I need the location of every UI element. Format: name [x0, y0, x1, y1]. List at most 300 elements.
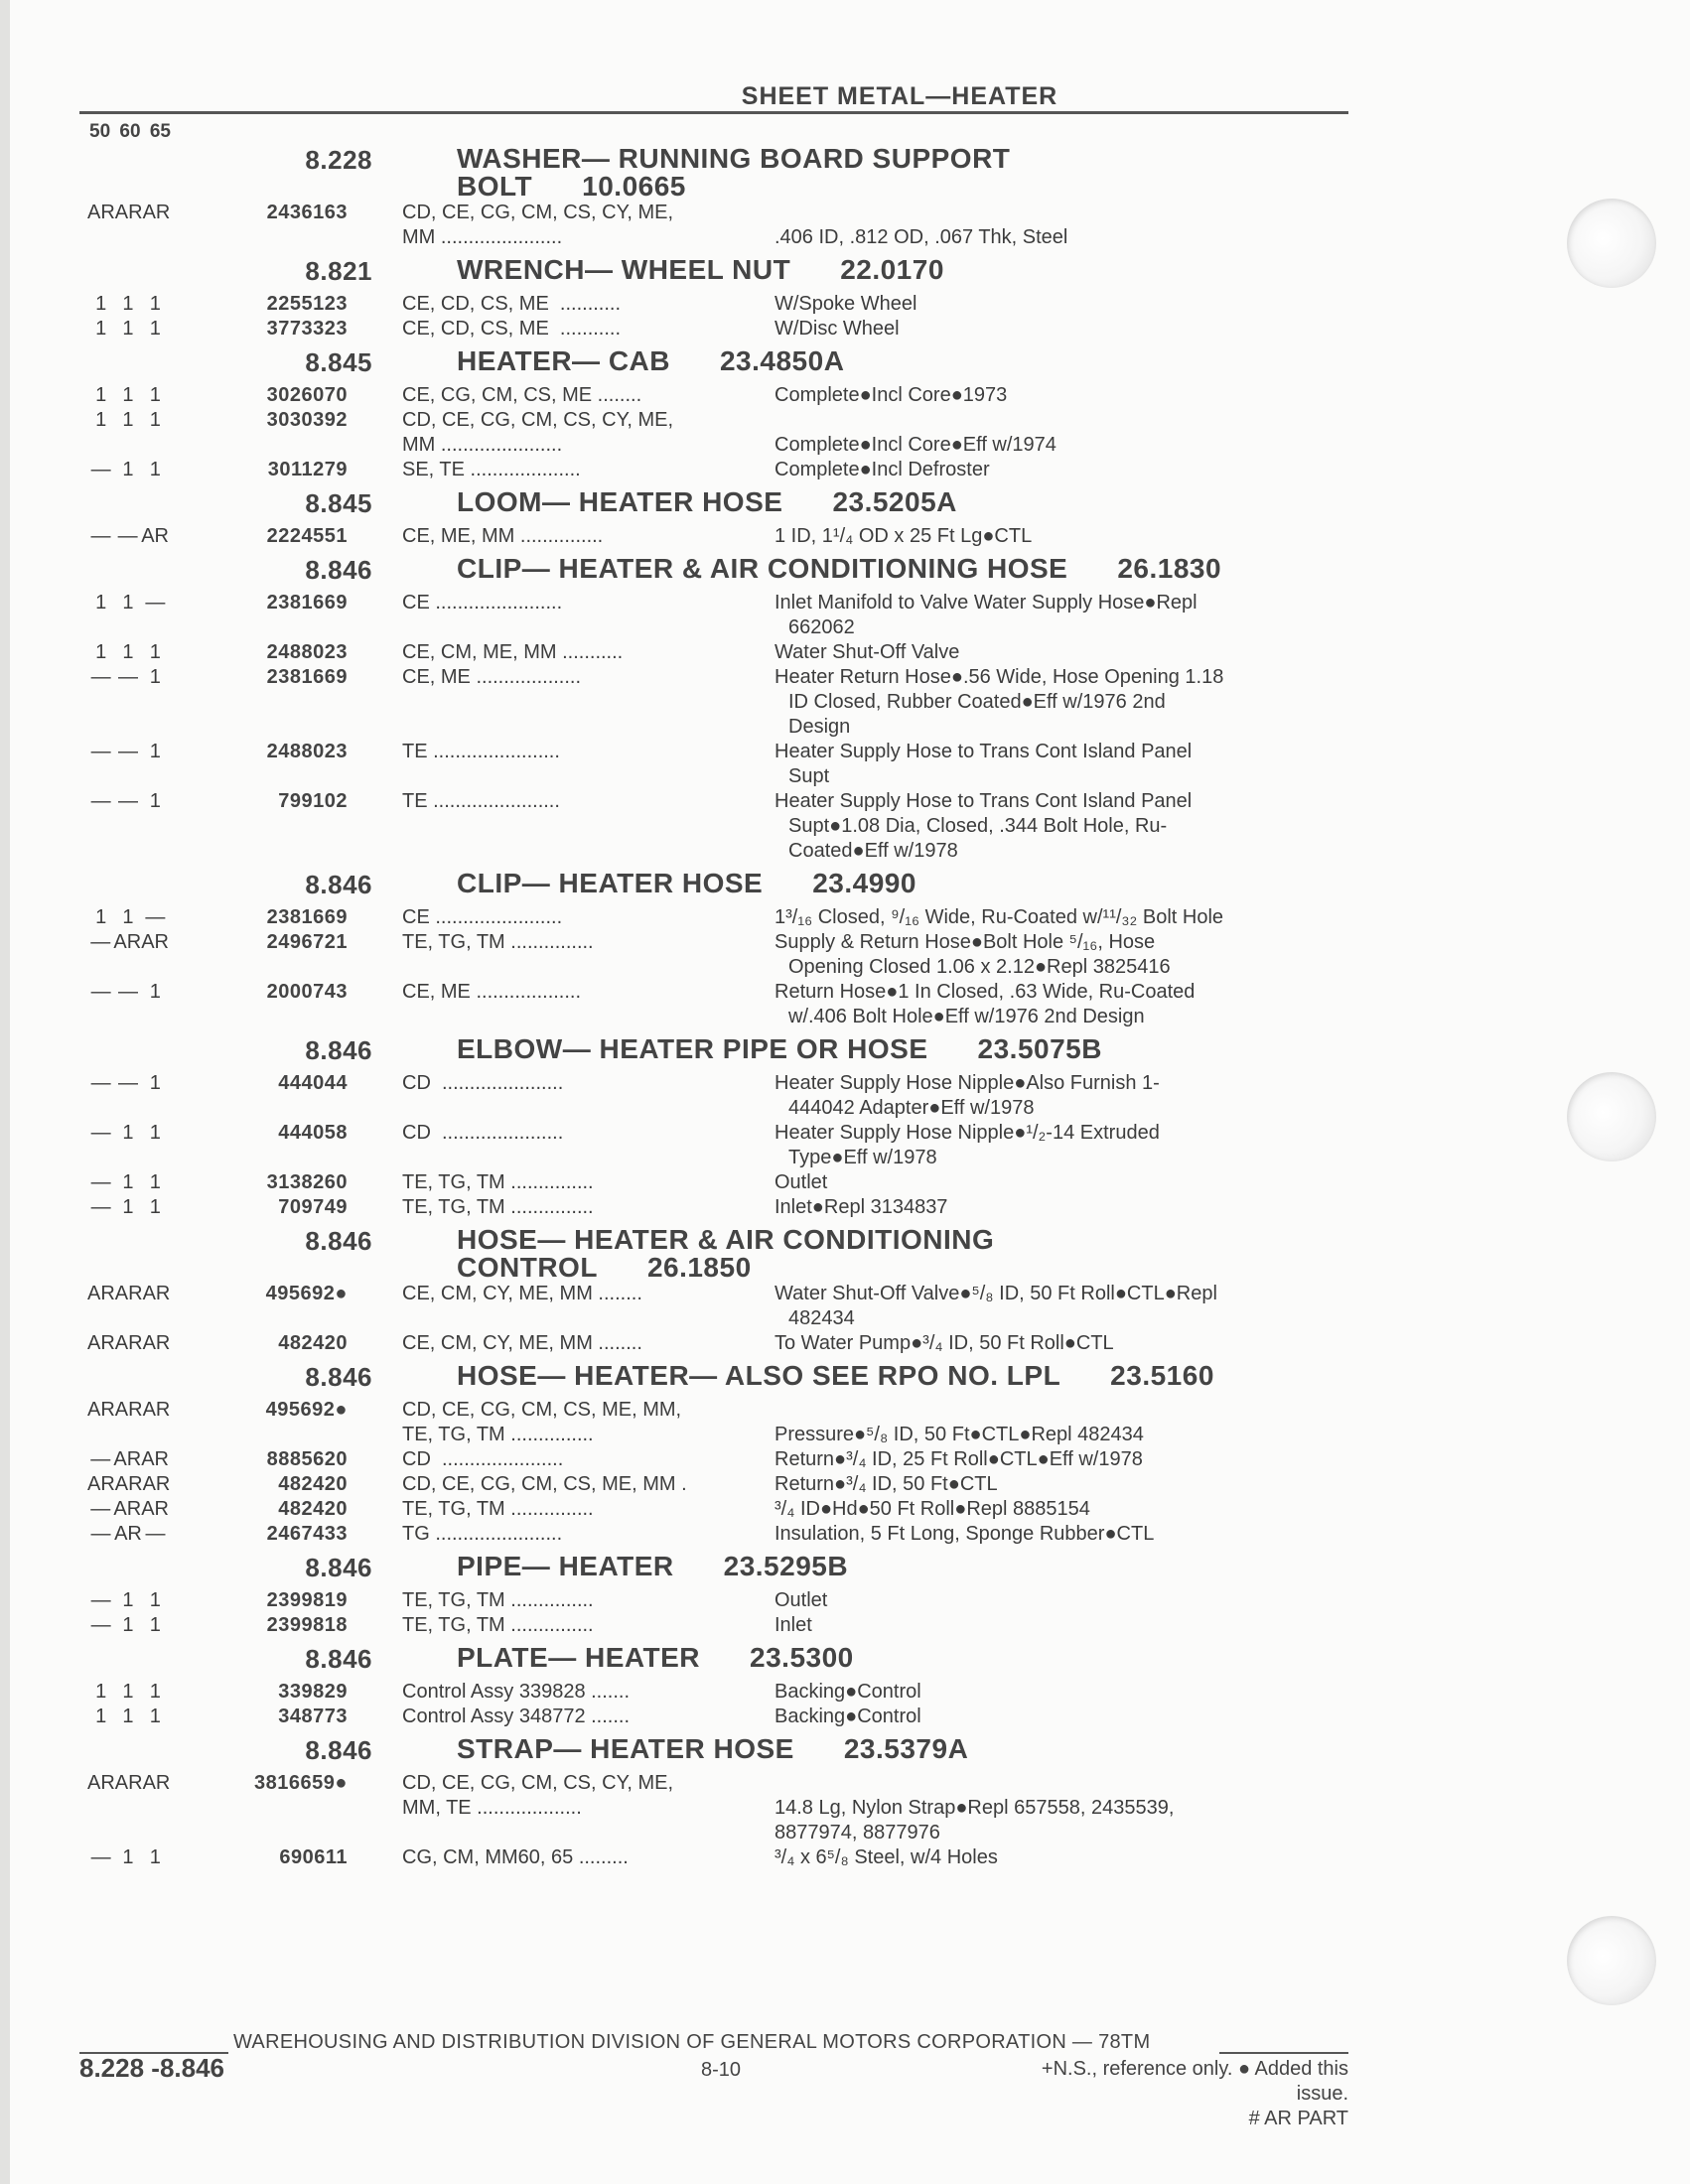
quantity-value: AR: [114, 1332, 143, 1354]
quantity-value: 1: [122, 384, 134, 406]
part-number: 2000743: [266, 981, 348, 1003]
description-line: ³/₄ ID●Hd●50 Ft Roll●Repl 8885154: [775, 1498, 1090, 1520]
part-row: [79, 905, 1355, 930]
footer-range: 8.228 -8.846: [79, 2053, 225, 2083]
quantity-columns: [79, 524, 169, 549]
quantity-value: AR: [87, 1332, 115, 1354]
part-description: [775, 1331, 1355, 1356]
application-line: Control Assy 339828 .......: [402, 1681, 631, 1703]
section-header: [79, 139, 1355, 201]
description-line: [775, 1771, 1355, 1796]
part-row: [79, 1447, 1355, 1472]
part-number: 3011279: [267, 459, 348, 480]
quantity-value: 1: [149, 666, 161, 688]
quantity-value: —: [117, 981, 138, 1003]
description-line: Complete●Incl Core●1973: [775, 384, 1008, 406]
section-ref-number: 23.5300: [750, 1642, 854, 1673]
section-code: 8.846: [305, 1735, 372, 1765]
quantity-columns: [79, 665, 169, 690]
section-title-line: [457, 145, 1355, 173]
quantity-value: 1: [149, 741, 161, 762]
part-description: [775, 317, 1355, 341]
part-row: [79, 1705, 1355, 1729]
quantity-value: —: [90, 1523, 111, 1545]
application-line: CD, CE, CG, CM, CS, CY, ME,: [402, 409, 673, 431]
part-row: [79, 1121, 1355, 1170]
part-number: 799102: [278, 790, 348, 812]
part-number: 2399818: [266, 1614, 348, 1636]
application-codes: [402, 740, 775, 764]
page-edge: [0, 0, 10, 2184]
quantity-columns: [79, 383, 169, 408]
section-title-line: [457, 555, 1355, 583]
section-ref-number: 23.4850A: [719, 345, 845, 376]
application-codes: [402, 1588, 775, 1613]
quantity-value: AR: [114, 1523, 142, 1545]
part-row: [79, 1170, 1355, 1195]
quantity-value: 1: [122, 293, 134, 315]
part-number: 2467433: [266, 1523, 348, 1545]
part-number: 2488023: [266, 741, 348, 762]
catalog-section: [79, 1220, 1355, 1356]
description-line: Heater Supply Hose to Trans Cont Island Panel: [775, 741, 1193, 762]
part-number: 2436163: [266, 202, 348, 223]
part-row: [79, 1845, 1355, 1870]
quantity-value: 1: [149, 1196, 161, 1218]
quantity-value: 1: [122, 1171, 134, 1193]
quantity-columns: [79, 1331, 169, 1356]
section-title: [457, 1226, 1355, 1282]
description-line: 444042 Adapter●Eff w/1978: [788, 1097, 1035, 1119]
quantity-columns: [79, 1121, 169, 1146]
quantity-columns: [79, 1447, 169, 1472]
quantity-value: AR: [141, 1498, 169, 1520]
quantity-value: AR: [114, 1772, 143, 1794]
catalog-section: [79, 1729, 1355, 1870]
part-description: [775, 789, 1355, 864]
catalog-section: [79, 549, 1355, 864]
quantity-value: —: [90, 1171, 111, 1193]
section-title-line: [457, 1362, 1355, 1390]
part-description: [775, 1071, 1355, 1121]
catalog-section: [79, 341, 1355, 482]
application-line: TE, TG, TM ...............: [402, 1589, 594, 1611]
application-line: TE, TG, TM ...............: [402, 1171, 594, 1193]
quantity-columns: [79, 1170, 169, 1195]
quantity-value: 1: [149, 1589, 161, 1611]
quantity-value: —: [90, 790, 111, 812]
quantity-columns: [79, 980, 169, 1005]
section-ref-number: 23.5379A: [843, 1733, 969, 1764]
quantity-value: —: [90, 1846, 111, 1868]
quantity-columns: [79, 1497, 169, 1522]
part-description: [775, 524, 1355, 549]
quantity-value: AR: [141, 525, 169, 547]
application-line: MM, TE ...................: [402, 1797, 582, 1819]
part-description: [775, 1845, 1355, 1870]
part-number: 482420: [278, 1332, 348, 1354]
quantity-value: —: [90, 1448, 111, 1470]
description-line: Complete●Incl Core●Eff w/1974: [775, 434, 1056, 456]
application-line: CD, CE, CG, CM, CS, CY, ME,: [402, 1772, 673, 1794]
section-code: 8.846: [305, 870, 372, 899]
quantity-value: AR: [87, 1772, 115, 1794]
application-line: CE .......................: [402, 906, 563, 928]
application-codes: [402, 1771, 775, 1821]
quantity-columns: [79, 1398, 169, 1423]
description-line: Backing●Control: [775, 1706, 921, 1727]
catalog-section: [79, 1029, 1355, 1220]
quantity-value: —: [90, 981, 111, 1003]
section-code: 8.846: [305, 1226, 372, 1256]
binder-hole: [1567, 1916, 1656, 2005]
section-name: CONTROL: [457, 1252, 598, 1283]
application-line: CE, CD, CS, ME ...........: [402, 318, 622, 340]
quantity-value: AR: [142, 1283, 171, 1304]
part-description: [775, 980, 1355, 1029]
quantity-value: AR: [113, 1498, 142, 1520]
quantity-value: —: [90, 1072, 111, 1094]
part-number: 2255123: [266, 293, 348, 315]
section-ref-number: 23.5205A: [832, 486, 957, 517]
part-description: [775, 1522, 1355, 1547]
application-codes: [402, 1071, 775, 1096]
quantity-columns: [79, 740, 169, 764]
part-row: [79, 524, 1355, 549]
quantity-value: 1: [122, 409, 134, 431]
part-number: 3773323: [266, 318, 348, 340]
part-number: 3816659●: [254, 1772, 348, 1794]
section-code: 8.846: [305, 1362, 372, 1392]
section-name: WASHER— RUNNING BOARD SUPPORT: [457, 143, 1011, 174]
quantity-value: —: [117, 525, 138, 547]
application-line: CE, ME ...................: [402, 981, 582, 1003]
application-codes: [402, 1845, 775, 1870]
quantity-columns: [79, 201, 169, 225]
section-header: [79, 482, 1355, 524]
application-codes: [402, 665, 775, 690]
application-line: CD, CE, CG, CM, CS, CY, ME,: [402, 202, 673, 223]
footer-note-ar: # AR PART: [1248, 2108, 1348, 2129]
quantity-value: AR: [113, 931, 142, 953]
quantity-value: —: [117, 741, 138, 762]
description-line: Backing●Control: [775, 1681, 921, 1703]
description-line: 1 ID, 1¹/₄ OD x 25 Ft Lg●CTL: [775, 525, 1033, 547]
section-name: HEATER— CAB: [457, 345, 670, 376]
part-row: [79, 789, 1355, 864]
quantity-columns: [79, 1705, 169, 1729]
application-line: CE, CM, CY, ME, MM ........: [402, 1332, 642, 1354]
catalog-section: [79, 1638, 1355, 1729]
application-codes: [402, 408, 775, 458]
application-line: CE, ME ...................: [402, 666, 582, 688]
quantity-value: 1: [95, 906, 107, 928]
description-line: ³/₄ x 6⁵/₈ Steel, w/4 Holes: [775, 1846, 998, 1868]
part-description: [775, 740, 1355, 789]
quantity-columns: [79, 1472, 169, 1497]
quantity-value: 1: [149, 318, 161, 340]
description-line: Water Shut-Off Valve: [775, 641, 960, 663]
section-title-line: [457, 347, 1355, 375]
quantity-value: AR: [113, 1448, 142, 1470]
section-title: [457, 256, 1355, 284]
section-title: [457, 347, 1355, 375]
part-number: 690611: [279, 1846, 348, 1868]
quantity-value: AR: [87, 1399, 115, 1421]
section-ref-number: 23.5075B: [977, 1033, 1102, 1064]
quantity-value: —: [90, 1614, 111, 1636]
quantity-value: 1: [95, 293, 107, 315]
quantity-value: 1: [122, 906, 134, 928]
part-number: 444058: [278, 1122, 348, 1144]
part-description: [775, 1680, 1355, 1705]
quantity-value: —: [90, 525, 111, 547]
part-row: [79, 1071, 1355, 1121]
part-number: 2496721: [266, 931, 348, 953]
description-line: Heater Supply Hose to Trans Cont Island Panel: [775, 790, 1193, 812]
application-codes: [402, 1497, 775, 1522]
section-title-line: [457, 1644, 1355, 1672]
application-codes: [402, 383, 775, 408]
description-line: [775, 1398, 1355, 1423]
description-line: 8877974, 8877976: [775, 1822, 940, 1843]
part-description: [775, 1170, 1355, 1195]
application-codes: [402, 1195, 775, 1220]
application-line: TE .......................: [402, 790, 560, 812]
part-number: 3026070: [266, 384, 348, 406]
quantity-value: —: [145, 906, 166, 928]
quantity-value: —: [90, 666, 111, 688]
section-header: [79, 250, 1355, 292]
footer-division: WAREHOUSING AND DISTRIBUTION DIVISION OF GENERAL MOTORS CORPORATION — 78TM: [233, 2031, 1151, 2053]
section-ref-number: 26.1830: [1117, 553, 1222, 584]
part-number: 348773: [278, 1706, 348, 1727]
quantity-columns: [79, 292, 169, 317]
part-row: [79, 740, 1355, 789]
section-title-line: [457, 1553, 1355, 1580]
part-row: [79, 980, 1355, 1029]
catalog-section: [79, 1547, 1355, 1638]
description-line: Supply & Return Hose●Bolt Hole ⁵/₁₆, Hose: [775, 931, 1156, 953]
section-name: PIPE— HEATER: [457, 1551, 674, 1581]
part-description: [775, 665, 1355, 740]
catalog-section: [79, 864, 1355, 1029]
quantity-value: AR: [87, 1283, 115, 1304]
footer-notes: [993, 2057, 1348, 2131]
quantity-value: 1: [122, 1122, 134, 1144]
application-codes: [402, 292, 775, 317]
application-line: TE, TG, TM ...............: [402, 1614, 594, 1636]
part-description: [775, 591, 1355, 640]
application-line: TG .......................: [402, 1523, 563, 1545]
part-description: [775, 383, 1355, 408]
part-number: 495692●: [265, 1399, 348, 1421]
quantity-value: 1: [95, 384, 107, 406]
application-line: CE .......................: [402, 592, 563, 614]
application-codes: [402, 1282, 775, 1306]
part-row: [79, 408, 1355, 458]
description-line: Inlet Manifold to Valve Water Supply Hose●Repl: [775, 592, 1197, 614]
application-line: MM ......................: [402, 226, 563, 248]
quantity-value: —: [90, 741, 111, 762]
quantity-value: —: [90, 931, 111, 953]
section-title-line: [457, 1735, 1355, 1763]
quantity-value: 1: [122, 318, 134, 340]
section-name: HOSE— HEATER— ALSO SEE RPO NO. LPL: [457, 1360, 1061, 1391]
section-title: [457, 1735, 1355, 1763]
description-line: [775, 201, 1355, 225]
part-number: 2488023: [266, 641, 348, 663]
description-line: Pressure●⁵/₈ ID, 50 Ft●CTL●Repl 482434: [775, 1424, 1144, 1445]
application-line: TE .......................: [402, 741, 560, 762]
application-line: Control Assy 348772 .......: [402, 1706, 631, 1727]
quantity-value: 1: [149, 1706, 161, 1727]
description-line: Return●³/₄ ID, 50 Ft●CTL: [775, 1473, 998, 1495]
section-title: [457, 1553, 1355, 1580]
section-code: 8.846: [305, 555, 372, 585]
part-row: [79, 1771, 1355, 1845]
description-line: ID Closed, Rubber Coated●Eff w/1976 2nd: [788, 691, 1166, 713]
quantity-value: 1: [95, 318, 107, 340]
part-description: [775, 640, 1355, 665]
section-code: 8.845: [305, 347, 372, 377]
quantity-columns: [79, 640, 169, 665]
part-row: [79, 1472, 1355, 1497]
quantity-value: AR: [142, 1332, 171, 1354]
application-line: TE, TG, TM ...............: [402, 1498, 594, 1520]
application-line: CD ......................: [402, 1448, 564, 1470]
quantity-columns: [79, 1771, 169, 1796]
quantity-value: AR: [141, 931, 169, 953]
description-line: w/.406 Bolt Hole●Eff w/1976 2nd Design: [788, 1006, 1145, 1027]
part-row: [79, 665, 1355, 740]
section-code: 8.846: [305, 1644, 372, 1674]
description-line: W/Spoke Wheel: [775, 293, 917, 315]
part-number: 2399819: [266, 1589, 348, 1611]
application-line: CE, ME, MM ...............: [402, 525, 604, 547]
section-code: 8.846: [305, 1553, 372, 1582]
catalog-section: [79, 1356, 1355, 1547]
application-line: TE, TG, TM ...............: [402, 931, 594, 953]
quantity-columns: [79, 930, 169, 955]
part-row: [79, 1331, 1355, 1356]
description-line: Return Hose●1 In Closed, .63 Wide, Ru-Coated: [775, 981, 1196, 1003]
description-line: 14.8 Lg, Nylon Strap●Repl 657558, 2435539,: [775, 1797, 1175, 1819]
part-row: [79, 458, 1355, 482]
quantity-value: AR: [141, 1448, 169, 1470]
application-codes: [402, 640, 775, 665]
application-codes: [402, 201, 775, 250]
part-number: 2381669: [266, 906, 348, 928]
section-header: [79, 1356, 1355, 1398]
section-title-line: [457, 870, 1355, 897]
quantity-value: —: [117, 1072, 138, 1094]
quantity-value: 1: [122, 1589, 134, 1611]
part-row: [79, 1613, 1355, 1638]
quantity-value: AR: [114, 1399, 143, 1421]
application-line: TE, TG, TM ...............: [402, 1196, 594, 1218]
application-codes: [402, 789, 775, 814]
section-header: [79, 864, 1355, 905]
section-title-line: [457, 488, 1355, 516]
description-line: Opening Closed 1.06 x 2.12●Repl 3825416: [788, 956, 1171, 978]
part-description: [775, 1705, 1355, 1729]
quantity-columns: [79, 1613, 169, 1638]
section-title: [457, 488, 1355, 516]
quantity-value: 1: [95, 1681, 107, 1703]
application-codes: [402, 905, 775, 930]
description-line: Coated●Eff w/1978: [788, 840, 958, 862]
footer-rule: [1219, 2052, 1348, 2054]
application-codes: [402, 1447, 775, 1472]
application-line: CD ......................: [402, 1122, 564, 1144]
quantity-columns: [79, 1071, 169, 1096]
quantity-value: 1: [122, 592, 134, 614]
part-description: [775, 1282, 1355, 1331]
application-codes: [402, 1522, 775, 1547]
part-row: [79, 1398, 1355, 1447]
part-number: 709749: [278, 1196, 348, 1218]
description-line: 482434: [788, 1307, 855, 1329]
description-line: W/Disc Wheel: [775, 318, 900, 340]
description-line: Outlet: [775, 1171, 828, 1193]
year-columns-header: 50 60 65: [89, 121, 171, 142]
part-description: [775, 930, 1355, 980]
section-name: HOSE— HEATER & AIR CONDITIONING: [457, 1224, 995, 1255]
application-codes: [402, 1121, 775, 1146]
quantity-value: 1: [149, 1846, 161, 1868]
section-header: [79, 1029, 1355, 1071]
application-line: CE, CG, CM, CS, ME ........: [402, 384, 642, 406]
section-header: [79, 1638, 1355, 1680]
part-row: [79, 1522, 1355, 1547]
part-row: [79, 383, 1355, 408]
quantity-value: AR: [142, 1399, 171, 1421]
section-ref-number: 26.1850: [646, 1252, 752, 1283]
quantity-value: 1: [149, 790, 161, 812]
binder-hole: [1567, 199, 1656, 288]
section-code: 8.845: [305, 488, 372, 518]
section-name: CLIP— HEATER HOSE: [457, 868, 764, 898]
description-line: Return●³/₄ ID, 25 Ft Roll●CTL●Eff w/1978: [775, 1448, 1143, 1470]
application-codes: [402, 1680, 775, 1705]
quantity-value: —: [117, 790, 138, 812]
section-name: ELBOW— HEATER PIPE OR HOSE: [457, 1033, 928, 1064]
quantity-columns: [79, 408, 169, 433]
quantity-columns: [79, 1522, 169, 1547]
part-row: [79, 1497, 1355, 1522]
section-name: CLIP— HEATER & AIR CONDITIONING HOSE: [457, 553, 1068, 584]
section-title: [457, 1644, 1355, 1672]
part-number: 2224551: [266, 525, 348, 547]
part-description: [775, 1497, 1355, 1522]
description-line: Heater Supply Hose Nipple●Also Furnish 1-: [775, 1072, 1160, 1094]
quantity-value: AR: [142, 1772, 171, 1794]
quantity-columns: [79, 591, 169, 615]
quantity-value: —: [145, 1523, 166, 1545]
section-title: [457, 1035, 1355, 1063]
part-description: [775, 458, 1355, 482]
part-description: [775, 905, 1355, 930]
application-codes: [402, 524, 775, 549]
section-ref-number: 23.5295B: [723, 1551, 849, 1581]
section-ref-number: 23.4990: [812, 868, 916, 898]
quantity-value: AR: [142, 202, 171, 223]
section-ref-number: 10.0665: [582, 171, 686, 202]
description-line: Supt●1.08 Dia, Closed, .344 Bolt Hole, Ru-: [788, 815, 1168, 837]
section-title-line: [457, 1035, 1355, 1063]
quantity-value: 1: [149, 409, 161, 431]
